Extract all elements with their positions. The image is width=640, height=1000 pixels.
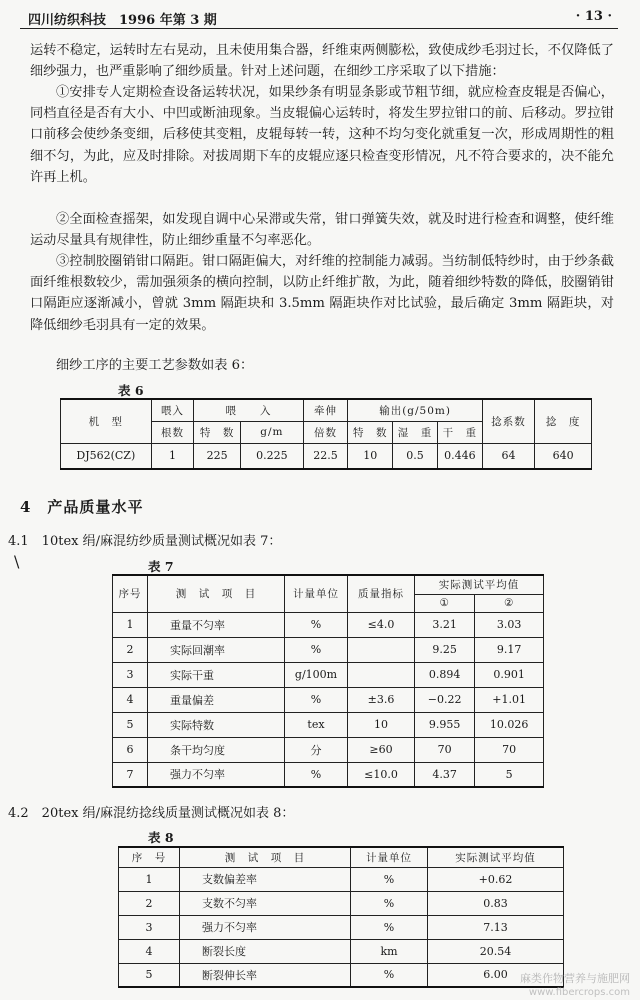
table-row (113, 712, 544, 737)
table-cell: 22.5 (303, 443, 348, 469)
table-cell: 分 (285, 737, 348, 762)
table-cell: g/100m (285, 662, 348, 687)
paragraph-2: ①安排专人定期检查设备运转状况，如果纱条有明显条影或节粗节细，就应检查皮辊是否偏心，同档直径是否有大小、中凹或断油现象。当皮辊偏心运转时，将发生罗拉钳口的前、后移动。罗拉钳口前移会使纱条变细，后移使其变粗，皮辊每转一转，这种不均匀变化就重复一次，形成周期性的粗细不匀，为此，应及时排除。对拔周期下车的皮辊应逐只检查变形情况，凡不符合要求的，决不能允许再上机。 (30, 85, 614, 185)
t7-h-index: 质量指标 (348, 575, 415, 612)
table-cell: % (285, 687, 348, 712)
t6-h-feedcount2: 根数 (151, 421, 194, 443)
table-cell: 1 (113, 612, 148, 637)
table8-caption: 表 8 (148, 830, 174, 845)
stray-mark: \ (14, 552, 20, 571)
table-cell: 20.54 (428, 939, 564, 963)
table-cell: % (351, 963, 428, 987)
table-row (119, 867, 564, 891)
table-cell: 3 (119, 915, 180, 939)
table-cell: 1 (151, 443, 194, 469)
table6-caption: 表 6 (118, 383, 144, 398)
table-cell: 10 (348, 443, 393, 469)
table-row (61, 443, 592, 469)
table7-caption: 表 7 (148, 559, 174, 574)
table-cell: ±3.6 (348, 687, 415, 712)
table-row (119, 963, 564, 987)
table7-body (113, 612, 544, 787)
subsection-4-2: 4.2 20tex 绢/麻混纺捻线质量测试概况如表 8： (8, 806, 295, 821)
table-cell: 10.026 (475, 712, 544, 737)
table-cell: 6 (113, 737, 148, 762)
t6-h-feedgm: g/m (241, 421, 304, 443)
running-header (20, 6, 618, 29)
t7-h-unit: 计量单位 (285, 575, 348, 612)
table-cell: ≤10.0 (348, 762, 415, 787)
t6-h-outdry: 干 重 (437, 421, 482, 443)
table-cell: DJ562(CZ) (61, 443, 152, 469)
table-cell: 3.21 (415, 612, 475, 637)
table-cell: 0.225 (241, 443, 304, 469)
table-cell: −0.22 (415, 687, 475, 712)
table-cell: 实际特数 (148, 712, 285, 737)
t6-h-draft2: 倍数 (303, 421, 348, 443)
table-cell: +0.62 (428, 867, 564, 891)
t7-h-a1: ① (415, 594, 475, 612)
table-cell: 断裂伸长率 (180, 963, 351, 987)
table-cell: % (285, 612, 348, 637)
table-row (113, 762, 544, 787)
t6-h-feedcount: 喂入 (151, 399, 194, 421)
table-cell: 4 (113, 687, 148, 712)
paragraph-3: ②全面检查摇架，如发现自调中心呆滞或失常，钳口弹簧失效，就及时进行检查和调整，使纤维运动尽量具有规律性，防止细纱重量不匀率恶化。 (30, 212, 614, 249)
table-cell: 0.83 (428, 891, 564, 915)
table-cell: 0.901 (475, 662, 544, 687)
table-cell: 64 (482, 443, 535, 469)
table-cell: km (351, 939, 428, 963)
t7-h-avg: 实际测试平均值 (415, 575, 544, 594)
table-cell: 5 (113, 712, 148, 737)
table-cell: 70 (415, 737, 475, 762)
t6-h-output: 输出(g/50m) (348, 399, 482, 421)
table-cell: 断裂长度 (180, 939, 351, 963)
table-row (113, 687, 544, 712)
t7-h-a2: ② (475, 594, 544, 612)
table-cell: 支数不匀率 (180, 891, 351, 915)
table-cell: ≥60 (348, 737, 415, 762)
table-cell: 4.37 (415, 762, 475, 787)
table-cell: % (351, 915, 428, 939)
table-cell: 2 (119, 891, 180, 915)
section-4-heading: 4 产品质量水平 (20, 498, 144, 516)
table-row (113, 637, 544, 662)
table-cell: 重量偏差 (148, 687, 285, 712)
table-cell: 3 (113, 662, 148, 687)
table-cell: 10 (348, 712, 415, 737)
table-cell: 强力不匀率 (180, 915, 351, 939)
table-cell: 9.17 (475, 637, 544, 662)
table8-body (119, 867, 564, 987)
table-cell: 重量不匀率 (148, 612, 285, 637)
t6-h-twistcoef: 捻系数 (482, 399, 535, 443)
table-cell: 0.894 (415, 662, 475, 687)
table-cell: 640 (535, 443, 592, 469)
table-cell: tex (285, 712, 348, 737)
table-cell: 5 (119, 963, 180, 987)
table-cell: 9.25 (415, 637, 475, 662)
table-cell: 支数偏差率 (180, 867, 351, 891)
table-cell: % (285, 762, 348, 787)
table-cell: 6.00 (428, 963, 564, 987)
t8-h-item: 测 试 项 目 (180, 847, 351, 867)
table-cell: 实际干重 (148, 662, 285, 687)
watermark-url: www.fibercrops.com (528, 987, 630, 998)
table-cell: 2 (113, 637, 148, 662)
journal-name: 四川纺织科技 1996 年第 3 期 (28, 13, 217, 28)
subsection-4-1: 4.1 10tex 绢/麻混纺纱质量测试概况如表 7： (8, 534, 282, 549)
table-cell: ≤4.0 (348, 612, 415, 637)
table-cell: 0.5 (393, 443, 438, 469)
table-row (119, 939, 564, 963)
table-row (113, 612, 544, 637)
table-cell: 9.955 (415, 712, 475, 737)
t6-h-outwet: 湿 重 (393, 421, 438, 443)
table-cell: 225 (194, 443, 241, 469)
t6-h-feed: 喂 入 (194, 399, 303, 421)
table-cell: % (285, 637, 348, 662)
t6-h-draft: 牵伸 (303, 399, 348, 421)
table-cell: 1 (119, 867, 180, 891)
t6-h-outtex: 特 数 (348, 421, 393, 443)
t8-h-no: 序 号 (119, 847, 180, 867)
table-cell: 强力不匀率 (148, 762, 285, 787)
table-cell: 7 (113, 762, 148, 787)
t6-h-machine: 机 型 (61, 399, 152, 443)
table-7 (112, 574, 544, 788)
table-cell: 4 (119, 939, 180, 963)
t7-h-no: 序号 (113, 575, 148, 612)
table-cell (348, 662, 415, 687)
table-cell: 实际回潮率 (148, 637, 285, 662)
t6-h-feedtex: 特 数 (194, 421, 241, 443)
table-cell (348, 637, 415, 662)
table-cell: % (351, 891, 428, 915)
table-8 (118, 846, 564, 988)
paragraph-5: 细纱工序的主要工艺参数如表 6： (56, 358, 254, 373)
table-6 (60, 398, 592, 470)
table-cell: 0.446 (437, 443, 482, 469)
paragraph-1: 运转不稳定，运转时左右晃动，且未使用集合器，纤维束两侧膨松，致使成纱毛羽过长，不仅降低了细纱强力，也严重影响了细纱质量。针对上述问题，在细纱工序采取了以下措施： (30, 43, 614, 80)
t8-h-unit: 计量单位 (351, 847, 428, 867)
table-cell: % (351, 867, 428, 891)
table-cell: 3.03 (475, 612, 544, 637)
table-cell: 5 (475, 762, 544, 787)
table-cell: 70 (475, 737, 544, 762)
table-row (113, 662, 544, 687)
page-number: · 13 · (575, 9, 612, 24)
table-row (119, 891, 564, 915)
table-row (119, 915, 564, 939)
t8-h-avg: 实际测试平均值 (428, 847, 564, 867)
table-row (113, 737, 544, 762)
table-cell: +1.01 (475, 687, 544, 712)
t7-h-item: 测 试 项 目 (148, 575, 285, 612)
table-cell: 条干均匀度 (148, 737, 285, 762)
t6-h-twist: 捻 度 (535, 399, 592, 443)
watermark-cn: 麻类作物营养与施肥网 (520, 972, 630, 985)
paragraph-4: ③控制胶圈销钳口隔距。钳口隔距偏大，对纤维的控制能力减弱。当纺制低特纱时，由于纱条截面纤维根数较少，需加强须条的横向控制，以防止纤维扩散，为此，随着细纱特数的降低，胶圈销钳口隔距应逐渐减小，曾就 3mm 隔距块和 3.5mm 隔距块作对比试验，最后确定 3mm 隔距块，对降低细纱毛羽具有一定的效果。 (30, 254, 614, 333)
table-cell: 7.13 (428, 915, 564, 939)
